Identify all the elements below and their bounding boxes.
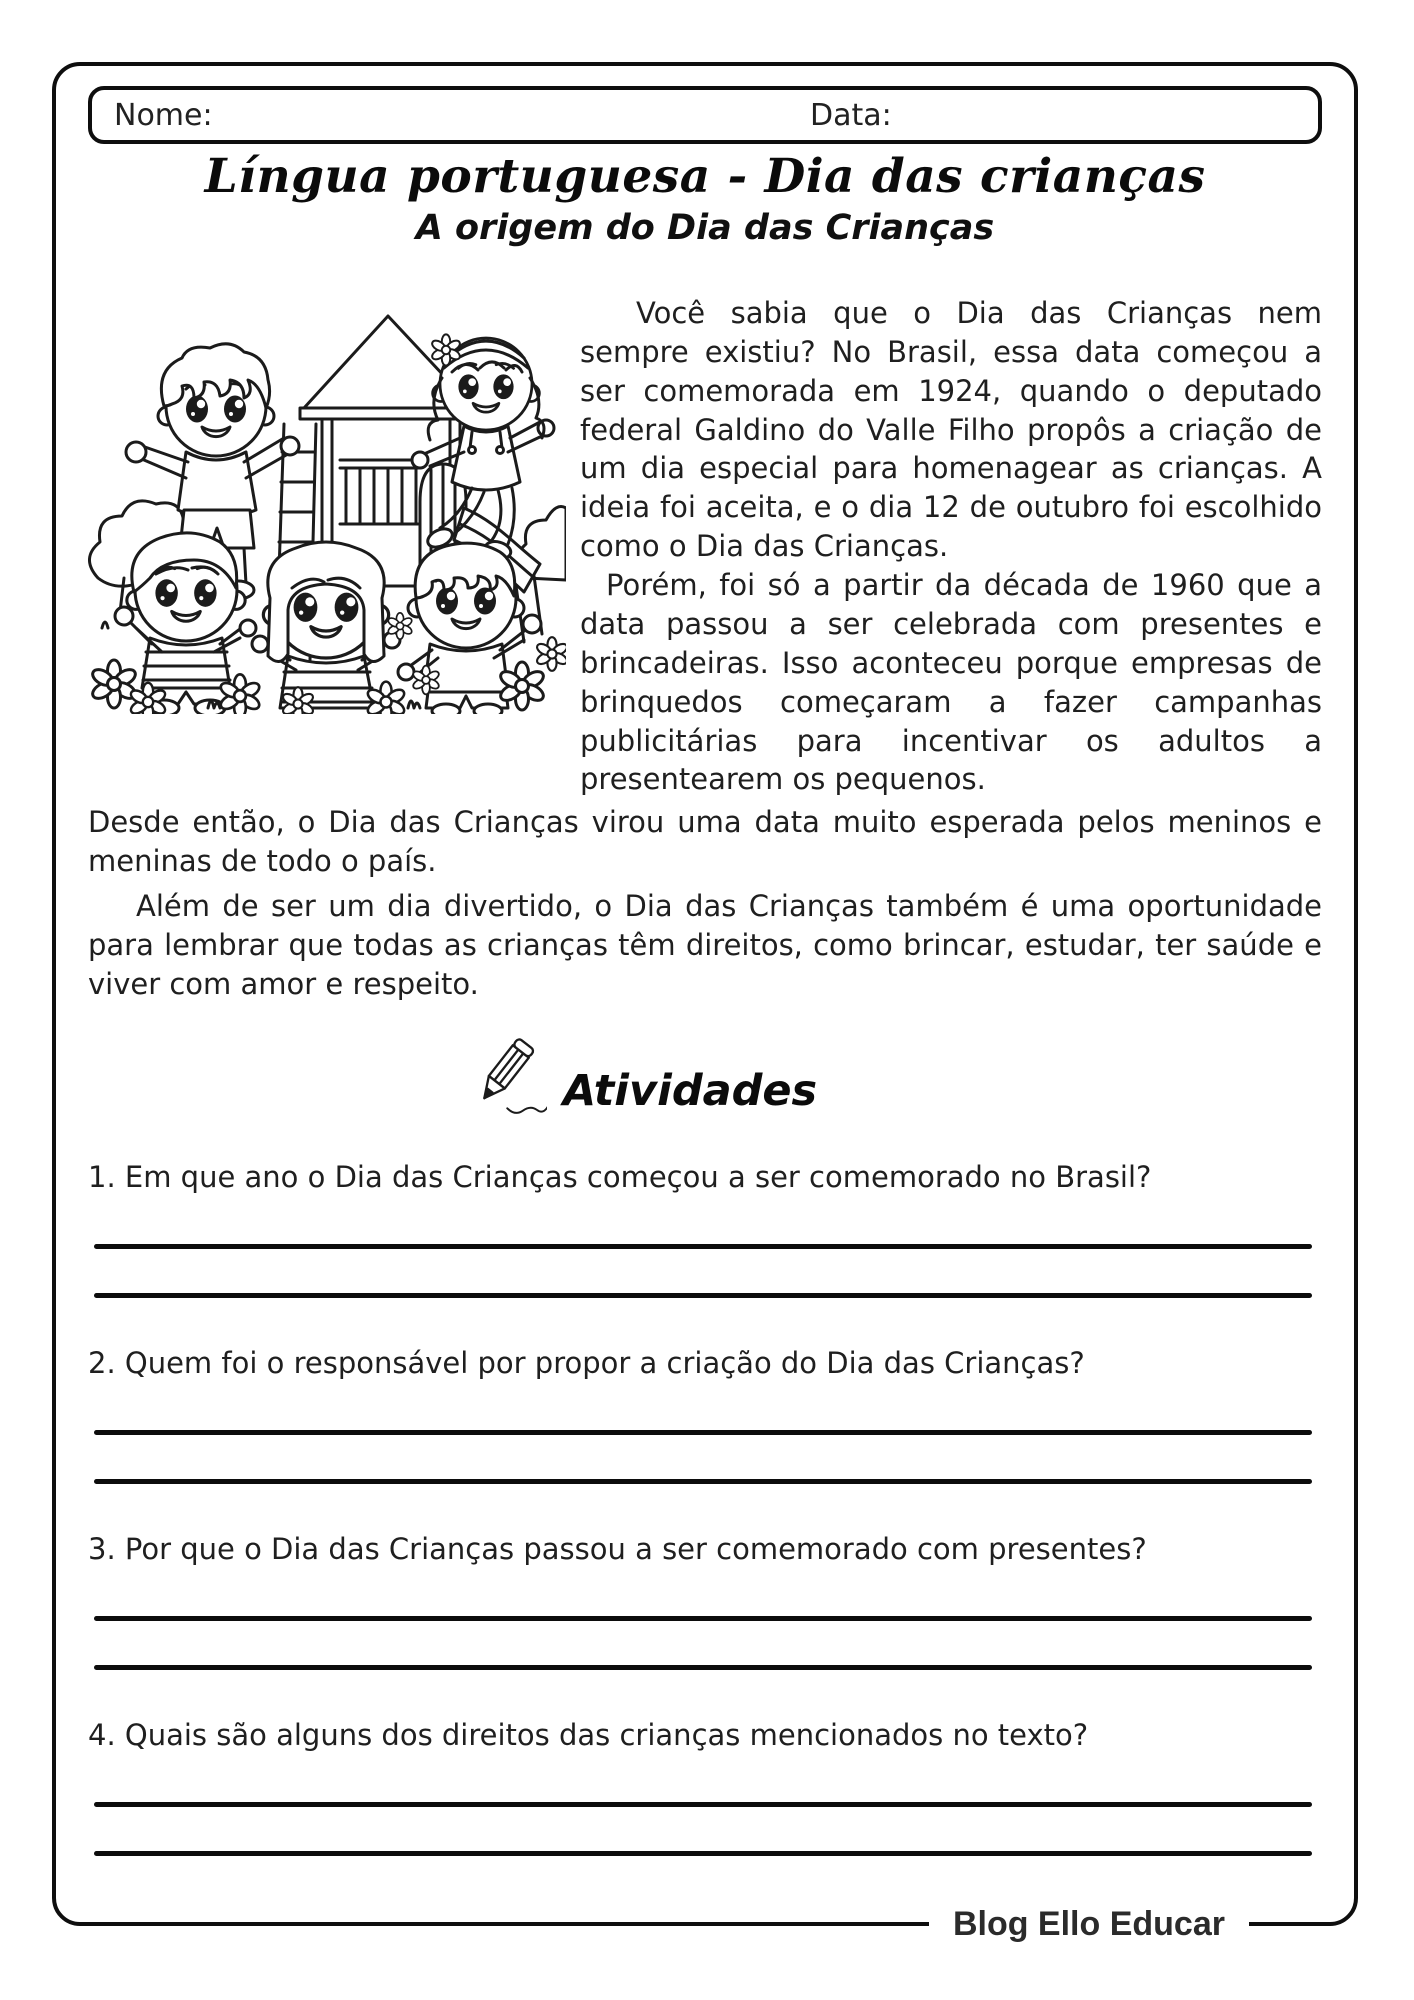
worksheet-subtitle: A origem do Dia das Crianças — [415, 208, 995, 249]
reading-paragraph-2: Porém, foi só a partir da década de 1960 que a data passou a ser celebrada com presentes e brincadeiras. Isso aconteceu porque empresas de brinquedos começaram a fazer campanhas publicitárias para incentivar os adultos a presentearem os pequenos. — [580, 568, 1322, 797]
activities-header — [28, 1026, 1262, 1126]
reading-paragraph-1: Você sabia que o Dia das Crianças nem sempre existiu? No Brasil, essa data começou a ser comemorada em 1924, quando o deputado federal Galdino do Valle Filho propôs a criação de um dia especial para homenagear as crianças. A ideia foi aceita, e o dia 12 de outubro foi escolhido como o Dia das Crianças. — [580, 296, 1322, 564]
question-3: 3. Por que o Dia das Crianças passou a ser comemorado com presentes? — [88, 1531, 1147, 1566]
reading-section — [88, 256, 1322, 799]
footer-credit: Blog Ello Educar — [929, 1904, 1249, 1944]
name-input-area[interactable] — [213, 95, 1318, 135]
answer-line[interactable] — [94, 1802, 1312, 1807]
worksheet-title: Língua portuguesa - Dia das crianças — [204, 149, 1206, 204]
reading-paragraph-4: Além de ser um dia divertido, o Dia das Crianças também é uma oportunidade para lembrar que todas as crianças têm direitos, como brincar, estudar, ter saúde e viver com amor e respeito. — [88, 888, 1322, 1001]
children-playground-illustration — [88, 256, 566, 714]
answer-line[interactable] — [94, 1616, 1312, 1621]
answer-line[interactable] — [94, 1665, 1312, 1670]
page-frame — [52, 62, 1358, 1926]
question-2: 2. Quem foi o responsável por propor a criação do Dia das Crianças? — [88, 1345, 1085, 1380]
answer-line[interactable] — [94, 1430, 1312, 1435]
question-1: 1. Em que ano o Dia das Crianças começou a ser comemorado no Brasil? — [88, 1159, 1152, 1194]
reading-column — [580, 256, 1322, 799]
answer-line[interactable] — [94, 1479, 1312, 1484]
date-label: Data: — [810, 98, 892, 133]
answer-line[interactable] — [94, 1244, 1312, 1249]
activities-heading: Atividades — [562, 1065, 818, 1116]
question-4: 4. Quais são alguns dos direitos das crianças mencionados no texto? — [88, 1717, 1089, 1752]
name-label: Nome: — [114, 97, 213, 133]
reading-paragraph-3: Desde então, o Dia das Crianças virou uma data muito esperada pelos meninos e meninas de todo o país. — [88, 805, 1322, 879]
pencil-icon — [473, 1026, 547, 1126]
answer-line[interactable] — [94, 1293, 1312, 1298]
answer-line[interactable] — [94, 1851, 1312, 1856]
name-date-box — [88, 86, 1322, 144]
